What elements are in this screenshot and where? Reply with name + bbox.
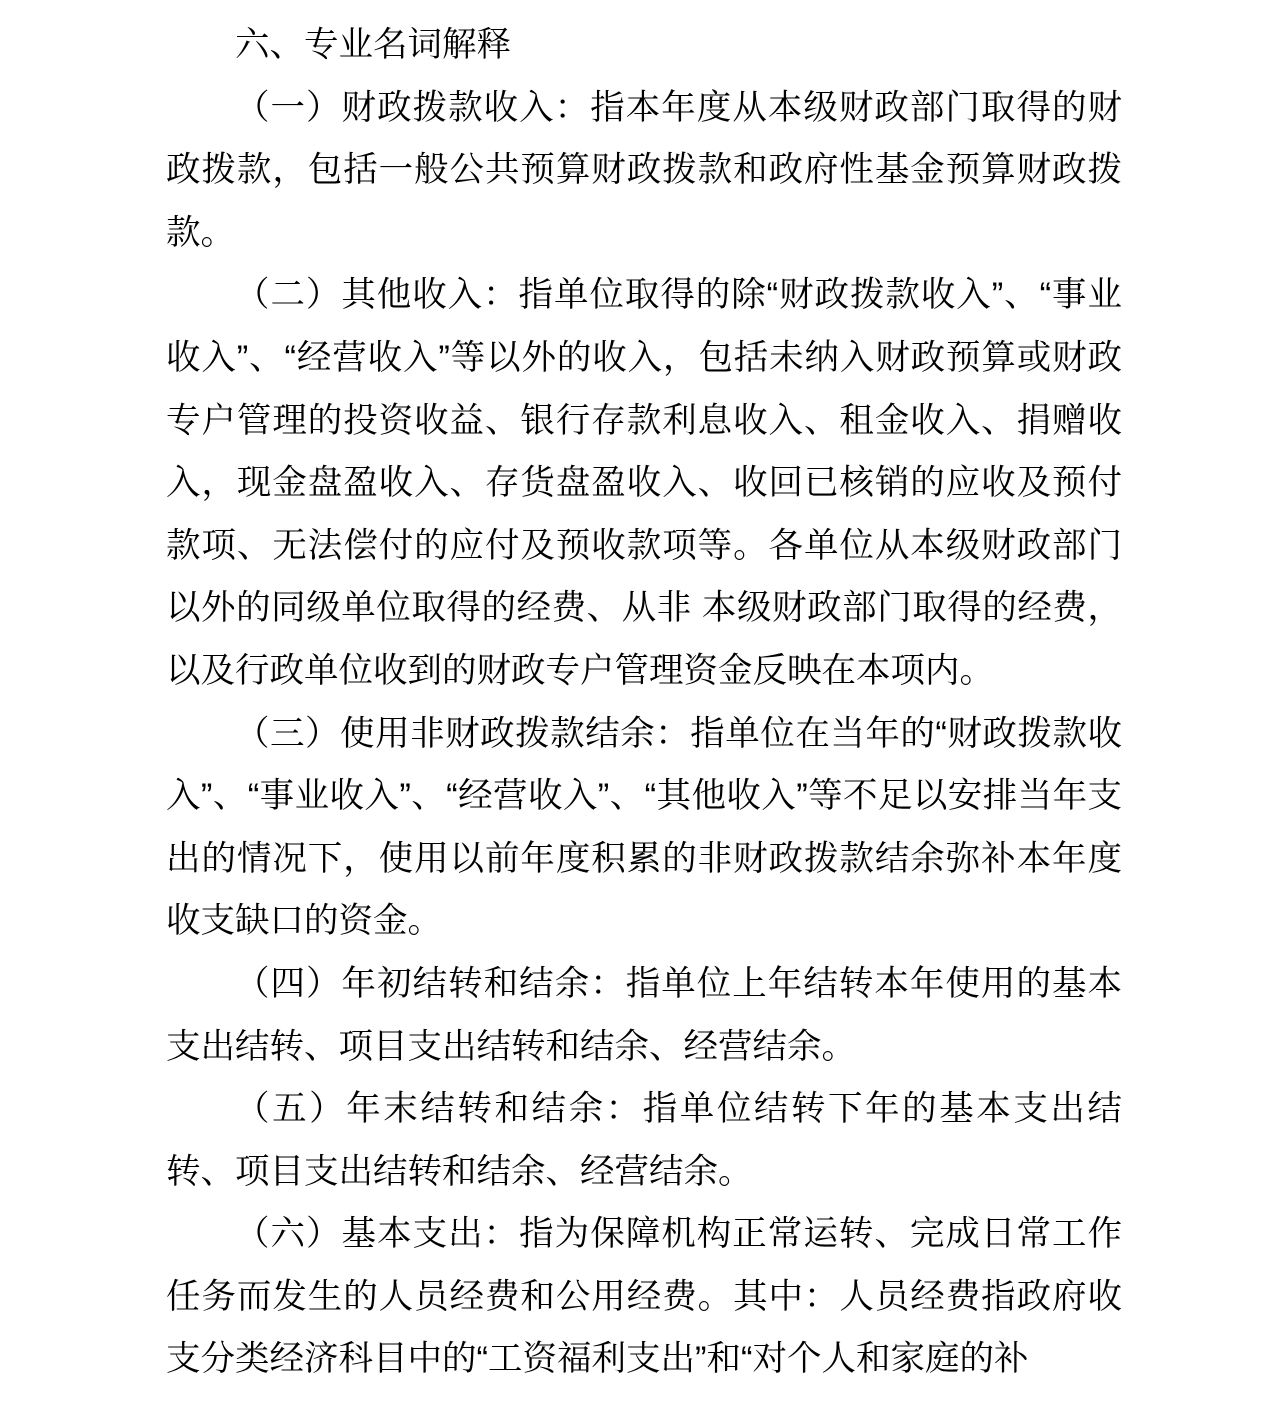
section-heading: 六、专业名词解释 — [235, 26, 511, 64]
definition-paragraph-year-end-carryover: （五）年末结转和结余：指单位结转下年的基本支出结转、项目支出结转和结余、经营结余。 — [166, 1090, 1122, 1191]
definition-paragraph-beginning-year-carryover: （四）年初结转和结余：指单位上年结转本年使用的基本支出结转、项目支出结转和结余、经营结余。 — [166, 964, 1122, 1066]
definition-paragraph-fiscal-appropriation-income: （一）财政拨款收入：指本年度从本级财政部门取得的财政拨款，包括一般公共预算财政拨款和政府性基金预算财政拨款。 — [166, 88, 1122, 252]
definition-paragraph-basic-expenditure: （六）基本支出：指为保障机构正常运转、完成日常工作任务而发生的人员经费和公用经费。其中：人员经费指政府收支分类经济科目中的“工资福利支出”和“对个人和家庭的补 — [166, 1215, 1122, 1379]
definition-paragraph-non-fiscal-surplus-use: （三）使用非财政拨款结余：指单位在当年的“财政拨款收入”、“事业收入”、“经营收入”、“其他收入”等不足以安排当年支出的情况下，使用以前年度积累的非财政拨款结余弥补本年度收支缺口的资金。 — [166, 714, 1122, 941]
definition-paragraph-other-income: （二）其他收入：指单位取得的除“财政拨款收入”、“事业收入”、“经营收入”等以外的收入，包括未纳入财政预算或财政专户管理的投资收益、银行存款利息收入、租金收入、捐赠收入，现金盘盈收入、存货盘盈收入、收回已核销的应收及预付款项、无法偿付的应付及预收款项等。各单位从本级财政部门以外的同级单位取得的经费、从非 本级财政部门取得的经费，以及行政单位收到的财政专户管理资金反映在本项内。 — [166, 276, 1122, 690]
document-body — [166, 14, 1122, 1391]
